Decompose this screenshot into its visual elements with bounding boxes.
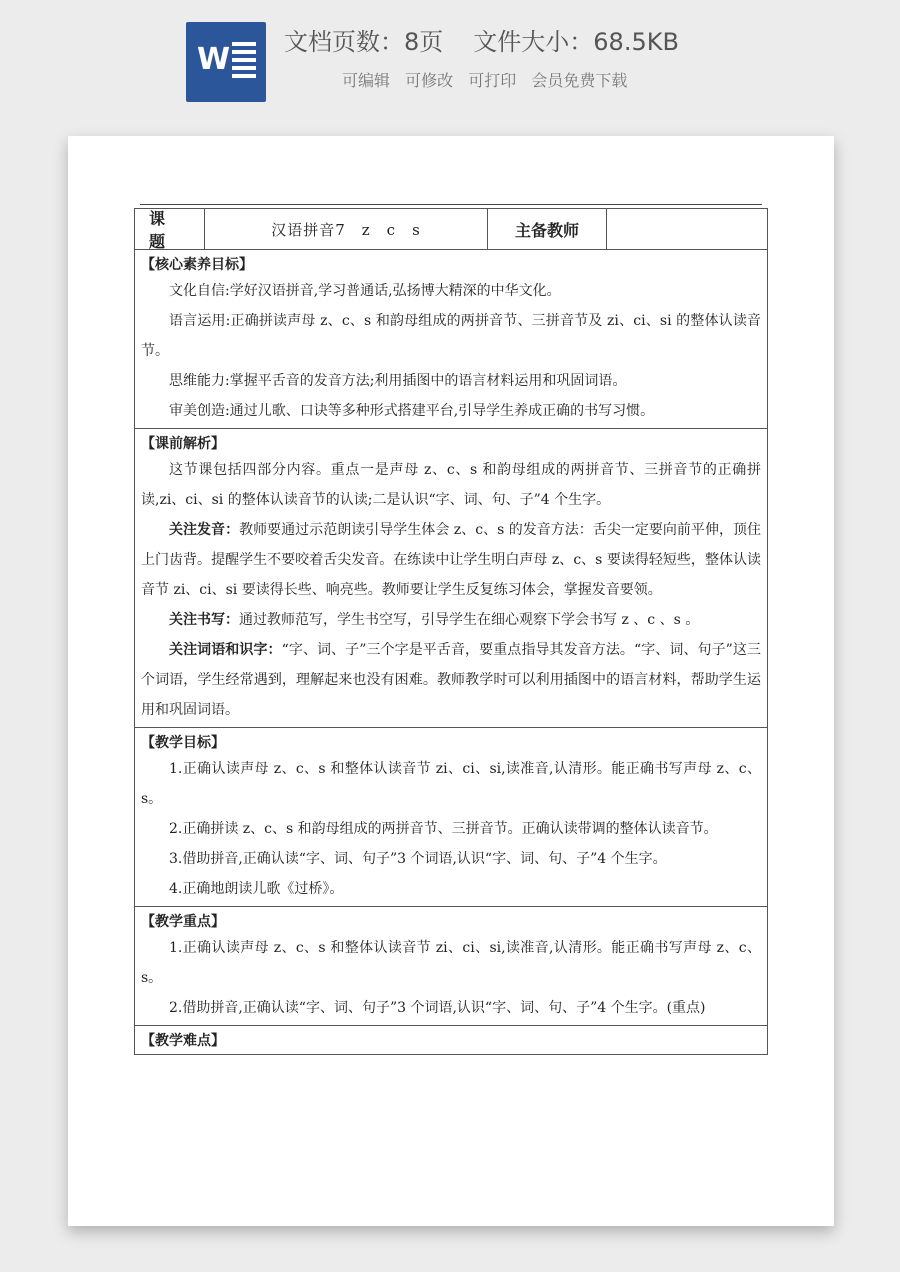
section-title: 【教学重点】 xyxy=(141,914,225,930)
document-info xyxy=(284,22,709,57)
key-point-item: 2.借助拼音,正确认读“字、词、句子”3 个词语,认识“字、词、句、子”4 个生字。(重点) xyxy=(169,1000,706,1016)
feature-member-download: 会员免费下载 xyxy=(531,71,628,90)
pre-class-analysis-section xyxy=(135,429,767,728)
teacher-label: 主备教师 xyxy=(488,209,607,249)
analysis-pronunciation: 关注发音：教师要通过示范朗读引导学生体会 z、c、s 的发音方法：舌尖一定要向前平伸，顶住上门齿背。提醒学生不要咬着舌尖发音。在练读中让学生明白声母 z、c、s 要读得轻短些，整体认读音节 zi、ci、si 要读得长些、响亮些。教师要让学生反复练习体会，掌握发音要领。 xyxy=(141,522,762,598)
key-points-section xyxy=(135,907,767,1026)
goal-item: 1.正确认读声母 z、c、s 和整体认读音节 zi、ci、si,读准音,认清形。能正确书写声母 z、c、s。 xyxy=(141,761,761,807)
core-item: 语言运用:正确拼读声母 z、c、s 和韵母组成的两拼音节、三拼音节及 zi、ci、si 的整体认读音节。 xyxy=(141,313,761,359)
difficulties-section xyxy=(135,1026,767,1054)
core-item: 思维能力:掌握平舌音的发音方法;利用插图中的语言材料运用和巩固词语。 xyxy=(169,373,627,389)
feature-printable: 可打印 xyxy=(468,71,517,90)
lesson-plan-table xyxy=(134,208,768,1055)
section-title: 【教学目标】 xyxy=(141,735,225,751)
core-item: 审美创造:通过儿歌、口诀等多种形式搭建平台,引导学生养成正确的书写习惯。 xyxy=(169,403,655,419)
section-title: 【课前解析】 xyxy=(141,436,225,452)
header-rule xyxy=(140,204,762,205)
analysis-label: 关注书写： xyxy=(169,612,239,628)
word-icon: W xyxy=(186,22,266,102)
lesson-title: 汉语拼音7 z c s xyxy=(205,209,488,249)
goal-item: 3.借助拼音,正确认读“字、词、句子”3 个词语,认识“字、词、句、子”4 个生字。 xyxy=(169,851,667,867)
document-features xyxy=(342,68,637,91)
section-title: 【教学难点】 xyxy=(141,1033,225,1049)
core-literacy-section xyxy=(135,250,767,429)
lesson-label: 课题 xyxy=(135,209,205,249)
goal-item: 4.正确地朗读儿歌《过桥》。 xyxy=(169,881,344,897)
lesson-header-row xyxy=(135,209,767,250)
file-size: 文件大小：68.5KB xyxy=(473,28,679,56)
analysis-intro: 这节课包括四部分内容。重点一是声母 z、c、s 和韵母组成的两拼音节、三拼音节的正确拼读,zi、ci、si 的整体认读音节的认读;二是认识“字、词、句、子”4 个生字。 xyxy=(141,462,761,508)
analysis-writing: 关注书写：通过教师范写，学生书空写，引导学生在细心观察下学会书写 z 、c 、s 。 xyxy=(169,612,700,628)
analysis-label: 关注发音： xyxy=(169,522,240,538)
key-point-item: 1.正确认读声母 z、c、s 和整体认读音节 zi、ci、si,读准音,认清形。能正确书写声母 z、c、s。 xyxy=(141,940,761,986)
analysis-label: 关注词语和识字： xyxy=(169,642,282,658)
core-item: 文化自信:学好汉语拼音,学习普通话,弘扬博大精深的中华文化。 xyxy=(169,283,561,299)
goal-item: 2.正确拼读 z、c、s 和韵母组成的两拼音节、三拼音节。正确认读带调的整体认读音节。 xyxy=(169,821,718,837)
document-banner xyxy=(0,0,900,125)
page-count: 文档页数：8页 xyxy=(284,28,444,56)
document-page xyxy=(68,136,834,1226)
feature-modifiable: 可修改 xyxy=(405,71,454,90)
section-title: 【核心素养目标】 xyxy=(141,257,253,273)
teacher-value xyxy=(607,209,767,249)
feature-editable: 可编辑 xyxy=(342,71,391,90)
analysis-vocabulary: 关注词语和识字：“字、词、子”三个字是平舌音，要重点指导其发音方法。“字、词、句子”这三个词语，学生经常遇到，理解起来也没有困难。教师教学时可以利用插图中的语言材料，帮助学生运用和巩固词语。 xyxy=(141,642,761,718)
teaching-goals-section xyxy=(135,728,767,907)
